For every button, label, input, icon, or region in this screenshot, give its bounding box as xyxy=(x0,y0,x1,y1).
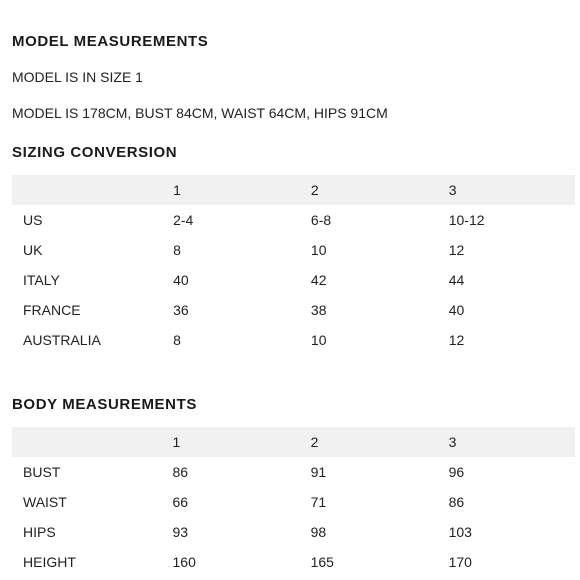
table-cell: 71 xyxy=(310,494,327,510)
table-cell: 160 xyxy=(172,554,196,570)
table-cell: 6-8 xyxy=(310,212,332,228)
table-cell: 170 xyxy=(448,554,472,570)
table-row xyxy=(12,457,575,487)
table-cell: 36 xyxy=(173,302,189,318)
table-cell: 93 xyxy=(172,524,189,540)
table-cell: 10 xyxy=(310,332,327,348)
table-header-cell: 1 xyxy=(173,182,181,198)
table-cell: 86 xyxy=(448,494,465,510)
row-label: HEIGHT xyxy=(23,554,76,570)
table-row xyxy=(12,487,575,517)
table-header-row xyxy=(12,427,575,457)
row-label: BUST xyxy=(23,464,61,480)
model-size-text: MODEL IS IN SIZE 1 xyxy=(12,69,143,85)
sizing-conversion-table xyxy=(12,175,575,355)
table-header-cell xyxy=(12,427,173,457)
table-cell: 10 xyxy=(310,242,327,258)
table-cell: 86 xyxy=(172,464,189,480)
table-cell: 96 xyxy=(448,464,465,480)
table-cell: 12 xyxy=(448,332,465,348)
row-label: WAIST xyxy=(23,494,67,510)
row-label: US xyxy=(23,212,43,228)
table-cell: 42 xyxy=(310,272,327,288)
table-header-cell: 3 xyxy=(448,182,457,198)
model-measurements-heading: MODEL MEASUREMENTS xyxy=(12,33,209,50)
table-row xyxy=(12,295,575,325)
body-measurements-table xyxy=(12,427,575,577)
table-row xyxy=(12,265,575,295)
table-cell: 40 xyxy=(173,272,189,288)
row-label: HIPS xyxy=(23,524,56,540)
table-cell: 40 xyxy=(448,302,465,318)
table-header-cell: 2 xyxy=(310,182,319,198)
row-label: AUSTRALIA xyxy=(23,332,101,348)
model-stats-text: MODEL IS 178CM, BUST 84CM, WAIST 64CM, HIPS 91CM xyxy=(12,105,388,121)
row-label: UK xyxy=(23,242,43,258)
body-measurements-heading: BODY MEASUREMENTS xyxy=(12,396,197,413)
table-cell: 8 xyxy=(173,332,181,348)
row-label: FRANCE xyxy=(23,302,81,318)
table-header-cell xyxy=(12,175,173,205)
table-cell: 91 xyxy=(310,464,327,480)
table-row xyxy=(12,517,575,547)
table-cell: 2-4 xyxy=(173,212,194,228)
table-cell: 38 xyxy=(310,302,327,318)
table-row xyxy=(12,325,575,355)
table-cell: 66 xyxy=(172,494,189,510)
table-row xyxy=(12,205,575,235)
table-header-cell: 1 xyxy=(172,434,181,450)
table-header-cell: 3 xyxy=(448,434,457,450)
table-cell: 165 xyxy=(310,554,334,570)
table-cell: 10-12 xyxy=(448,212,485,228)
table-cell: 44 xyxy=(448,272,465,288)
table-cell: 8 xyxy=(173,242,181,258)
table-row xyxy=(12,547,575,577)
table-row xyxy=(12,235,575,265)
table-header-cell: 2 xyxy=(310,434,319,450)
table-cell: 103 xyxy=(448,524,472,540)
table-header-row xyxy=(12,175,575,205)
table-cell: 12 xyxy=(448,242,465,258)
sizing-conversion-heading: SIZING CONVERSION xyxy=(12,144,178,161)
table-cell: 98 xyxy=(310,524,327,540)
row-label: ITALY xyxy=(23,272,60,288)
